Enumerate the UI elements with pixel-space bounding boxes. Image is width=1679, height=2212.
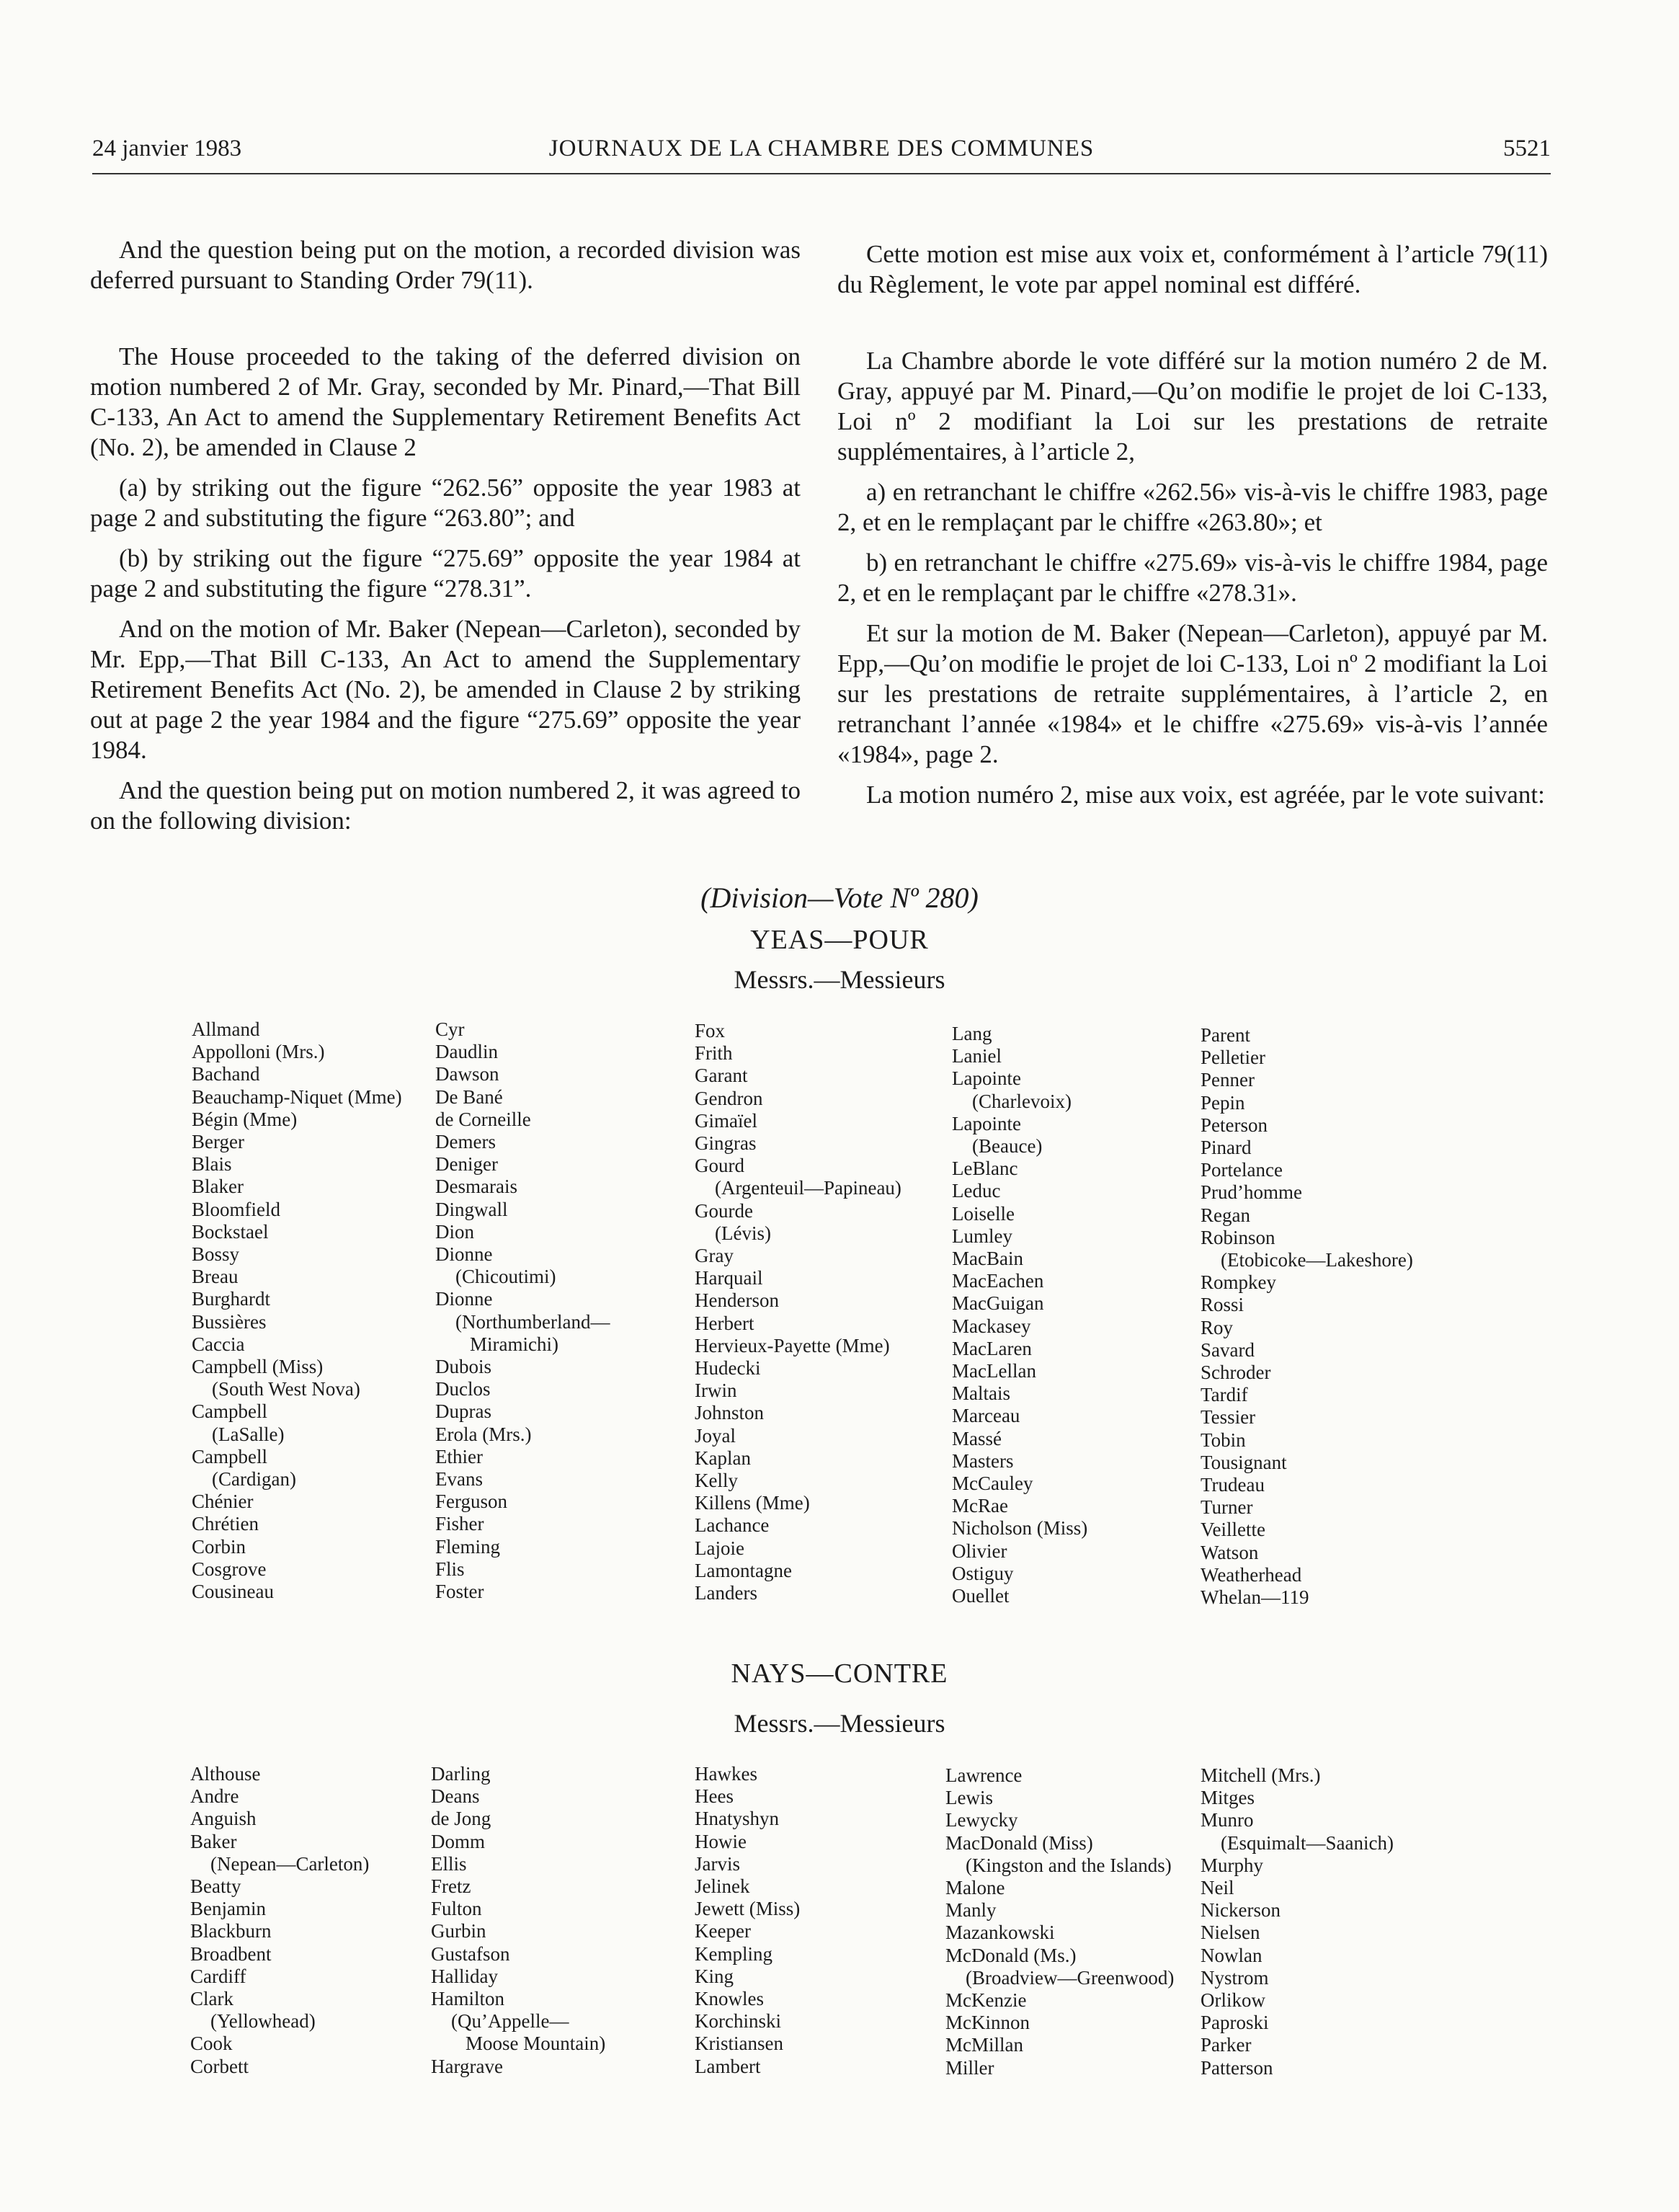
- english-paragraph: (a) by striking out the figure “262.56” opposite the year 1983 at page 2 and substituting the figure “263.80”; and: [90, 474, 801, 532]
- nay-member: Baker: [190, 1830, 237, 1852]
- yea-member: Cousineau: [192, 1581, 274, 1603]
- nay-member: Halliday: [431, 1965, 498, 1987]
- yea-member: Campbell: [192, 1400, 267, 1423]
- yea-member: MacLaren: [952, 1337, 1032, 1359]
- french-paragraph: Et sur la motion de M. Baker (Nepean—Carleton), appuyé par M. Epp,—Qu’on modifie le projet de loi C-133, Loi nº 2 modifiant la Loi sur les prestations de retraite supplémentaires, à l’article 2, en retranchant l’année «1984» et le chiffre «275.69» vis-à-vis l’année «1984», page 2.: [837, 619, 1548, 768]
- yea-member: Evans: [435, 1468, 483, 1491]
- nay-member: Lambert: [695, 2055, 761, 2077]
- yea-member: (Etobicoke—Lakeshore): [1221, 1249, 1413, 1271]
- nay-member: Kristiansen: [695, 2033, 783, 2055]
- yeas-list-column: [952, 1023, 1087, 1607]
- yea-member: Ethier: [435, 1445, 483, 1467]
- yea-member: De Bané: [435, 1085, 503, 1108]
- yea-member: Nicholson (Miss): [952, 1517, 1088, 1540]
- yea-member: Dubois: [435, 1356, 492, 1378]
- french-column: [837, 239, 1548, 820]
- yea-member: Schroder: [1201, 1362, 1271, 1384]
- yea-member: Trudeau: [1201, 1474, 1265, 1496]
- yea-member: Gray: [695, 1245, 734, 1267]
- nay-member: Hamilton: [431, 1988, 504, 2010]
- yeas-heading: YEAS—POUR: [750, 925, 929, 955]
- nay-member: Clark: [190, 1988, 233, 2010]
- yea-member: Frith: [695, 1042, 733, 1065]
- english-paragraph: And the question being put on motion numbered 2, it was agreed to on the following division:: [90, 776, 801, 835]
- yea-member: Watson: [1201, 1541, 1259, 1563]
- yea-member: Pepin: [1201, 1091, 1245, 1114]
- nays-list-column: [431, 1763, 605, 2078]
- nay-member: Beatty: [190, 1875, 241, 1898]
- yea-member: Dionne: [435, 1243, 493, 1266]
- french-paragraph: La Chambre aborde le vote différé sur la motion numéro 2 de M. Gray, appuyé par M. Pinard,—Qu’on modifie le projet de loi C-133, Loi nº 2 modifiant la Loi sur les prestations de retraite supplémentaires, à l’article 2,: [837, 347, 1548, 466]
- nay-member: MacDonald (Miss): [945, 1831, 1093, 1854]
- yea-member: Fleming: [435, 1535, 501, 1558]
- nay-member: Corbett: [190, 2055, 249, 2077]
- yea-member: Tessier: [1201, 1406, 1256, 1429]
- yea-member: Blais: [192, 1153, 232, 1176]
- yea-member: Tousignant: [1201, 1451, 1287, 1473]
- nay-member: McMillan: [945, 2034, 1023, 2056]
- yea-member: Bockstael: [192, 1220, 269, 1243]
- yea-member: Chrétien: [192, 1513, 259, 1535]
- yea-member: Corbin: [192, 1535, 246, 1558]
- yea-member: Campbell: [192, 1445, 267, 1467]
- yea-member: McCauley: [952, 1473, 1033, 1495]
- nay-member: Ellis: [431, 1852, 467, 1875]
- yea-member: Dupras: [435, 1400, 491, 1423]
- nay-member: Fretz: [431, 1875, 471, 1898]
- yea-member: Gingras: [695, 1132, 757, 1155]
- nay-member: Gustafson: [431, 1942, 510, 1965]
- yea-member: (Northumberland—: [455, 1310, 610, 1333]
- nay-member: Hargrave: [431, 2055, 503, 2077]
- yea-member: Portelance: [1201, 1159, 1283, 1181]
- yea-member: Parent: [1201, 1024, 1250, 1046]
- yea-member: Beauchamp-Niquet (Mme): [192, 1085, 402, 1108]
- french-paragraph: b) en retranchant le chiffre «275.69» vis-à-vis le chiffre 1984, page 2, et en le remplaçant par le chiffre «278.31».: [837, 548, 1548, 607]
- yea-member: Irwin: [695, 1380, 737, 1402]
- yea-member: Massé: [952, 1427, 1002, 1449]
- yea-member: Kelly: [695, 1470, 738, 1492]
- nay-member: Murphy: [1201, 1854, 1263, 1876]
- english-paragraph: The House proceeded to the taking of the deferred division on motion numbered 2 of Mr. Gray, seconded by Mr. Pinard,—That Bill C-133, An Act to amend the Supplementary Retirement Benefits Act (No. 2), be amended in Clause 2: [90, 342, 801, 461]
- yea-member: (Lévis): [715, 1222, 771, 1244]
- nays-list-column: [190, 1763, 369, 2078]
- nay-member: Keeper: [695, 1920, 751, 1942]
- yea-member: Savard: [1201, 1338, 1255, 1361]
- yea-member: Ostiguy: [952, 1562, 1014, 1584]
- nay-member: Hnatyshyn: [695, 1808, 779, 1830]
- yea-member: Loiselle: [952, 1202, 1015, 1225]
- nay-member: McDonald (Ms.): [945, 1944, 1077, 1966]
- yea-member: (Charlevoix): [972, 1090, 1072, 1112]
- yea-member: Erola (Mrs.): [435, 1423, 532, 1445]
- french-paragraph: La motion numéro 2, mise aux voix, est agréée, par le vote suivant:: [866, 781, 1545, 809]
- nay-member: (Nepean—Carleton): [210, 1852, 370, 1875]
- yea-member: (LaSalle): [212, 1423, 285, 1445]
- yea-member: Dionne: [435, 1288, 493, 1310]
- yea-member: Weatherhead: [1201, 1563, 1302, 1586]
- yea-member: Joyal: [695, 1424, 736, 1447]
- page-number: 5521: [1503, 136, 1551, 161]
- yea-member: Dawson: [435, 1063, 499, 1085]
- nay-member: Knowles: [695, 1988, 764, 2010]
- yea-member: (South West Nova): [212, 1378, 360, 1400]
- yea-member: Lumley: [952, 1225, 1012, 1247]
- yea-member: Dion: [435, 1220, 474, 1243]
- yea-member: Regan: [1201, 1204, 1250, 1226]
- nays-list-column: [1201, 1764, 1394, 2079]
- yea-member: Marceau: [952, 1405, 1020, 1427]
- nay-member: Andre: [190, 1785, 239, 1808]
- nay-member: Nickerson: [1201, 1899, 1281, 1922]
- yea-member: Lang: [952, 1023, 992, 1044]
- nay-member: (Esquimalt—Saanich): [1221, 1831, 1394, 1854]
- header-date: 24 janvier 1983: [92, 136, 242, 161]
- yea-member: Laniel: [952, 1045, 1002, 1067]
- yea-member: Daudlin: [435, 1041, 498, 1063]
- yea-member: Cosgrove: [192, 1558, 267, 1580]
- yea-member: Rossi: [1201, 1294, 1244, 1316]
- nay-member: Howie: [695, 1830, 747, 1852]
- yea-member: Demers: [435, 1131, 496, 1153]
- nay-member: Blackburn: [190, 1920, 272, 1942]
- yea-member: Deniger: [435, 1153, 498, 1176]
- nay-member: Hees: [695, 1785, 734, 1808]
- yea-member: Olivier: [952, 1540, 1007, 1562]
- nay-member: McKenzie: [945, 1989, 1027, 2012]
- nay-member: Mazankowski: [945, 1922, 1055, 1944]
- english-paragraph: And the question being put on the motion, a recorded division was deferred pursuant to Standing Order 79(11).: [90, 236, 801, 294]
- yea-member: Peterson: [1201, 1114, 1268, 1136]
- yea-member: Gourd: [695, 1155, 744, 1177]
- english-paragraph: And on the motion of Mr. Baker (Nepean—Carleton), seconded by Mr. Epp,—That Bill C-133, An Act to amend the Supplementary Retirement Benefits Act (No. 2), be amended in Clause 2 by striking out at page 2 the year 1984 and the figure “275.69” opposite the year 1984.: [90, 615, 801, 764]
- yea-member: Desmarais: [435, 1176, 517, 1198]
- yea-member: Bachand: [192, 1063, 260, 1085]
- nay-member: Nowlan: [1201, 1944, 1262, 1966]
- nay-member: (Qu’Appelle—: [451, 2010, 569, 2033]
- nay-member: (Broadview—Greenwood): [966, 1966, 1175, 1989]
- french-paragraph: Cette motion est mise aux voix et, conformément à l’article 79(11) du Règlement, le vote par appel nominal est différé.: [837, 240, 1548, 298]
- nay-member: Cardiff: [190, 1965, 246, 1987]
- yea-member: Mackasey: [952, 1315, 1031, 1337]
- nay-member: McKinnon: [945, 2012, 1030, 2034]
- yea-member: Herbert: [695, 1312, 754, 1334]
- yea-member: Maltais: [952, 1382, 1010, 1405]
- yea-member: (Beauce): [972, 1135, 1043, 1158]
- nay-member: Darling: [431, 1763, 491, 1785]
- yea-member: Veillette: [1201, 1519, 1265, 1541]
- yea-member: Gimaïel: [695, 1109, 757, 1132]
- nay-member: Neil: [1201, 1877, 1234, 1899]
- yea-member: Lapointe: [952, 1067, 1021, 1090]
- yea-member: Hervieux-Payette (Mme): [695, 1334, 890, 1356]
- yea-member: Berger: [192, 1131, 244, 1153]
- nay-member: Hawkes: [695, 1763, 757, 1785]
- yeas-list-column: [192, 1018, 402, 1603]
- yea-member: Killens (Mme): [695, 1492, 810, 1514]
- yea-member: Miramichi): [470, 1333, 558, 1355]
- nay-member: Nystrom: [1201, 1966, 1269, 1989]
- yea-member: Bossy: [192, 1243, 240, 1266]
- yea-member: Allmand: [192, 1018, 260, 1040]
- yeas-list-column: [1201, 1024, 1413, 1609]
- nay-member: Lewis: [945, 1787, 993, 1809]
- nays-heading: NAYS—CONTRE: [731, 1658, 948, 1689]
- yea-member: MacEachen: [952, 1270, 1044, 1292]
- nay-member: Mitchell (Mrs.): [1201, 1764, 1321, 1786]
- yea-member: Dingwall: [435, 1198, 508, 1220]
- messrs-heading: Messrs.—Messieurs: [734, 965, 945, 994]
- yea-member: Hudecki: [695, 1357, 761, 1380]
- nay-member: Orlikow: [1201, 1989, 1265, 2012]
- division-title: (Division—Vote Nº 280): [700, 881, 979, 914]
- nay-member: Paproski: [1201, 2012, 1269, 2034]
- yea-member: Burghardt: [192, 1288, 270, 1310]
- nay-member: Cook: [190, 2033, 233, 2055]
- yea-member: Bégin (Mme): [192, 1108, 298, 1130]
- nay-member: King: [695, 1965, 734, 1987]
- nay-member: Munro: [1201, 1809, 1254, 1831]
- nay-member: Gurbin: [431, 1920, 486, 1942]
- yea-member: Chénier: [192, 1491, 254, 1513]
- yea-member: MacLellan: [952, 1360, 1036, 1382]
- yea-member: MacGuigan: [952, 1292, 1044, 1315]
- yea-member: MacBain: [952, 1248, 1023, 1270]
- yea-member: Turner: [1201, 1496, 1253, 1519]
- yea-member: Leduc: [952, 1180, 1001, 1202]
- yea-member: Masters: [952, 1449, 1014, 1472]
- nay-member: (Kingston and the Islands): [966, 1854, 1172, 1876]
- nay-member: Manly: [945, 1899, 997, 1922]
- nay-member: Benjamin: [190, 1898, 266, 1920]
- yea-member: Roy: [1201, 1316, 1234, 1338]
- yea-member: Prud’homme: [1201, 1181, 1302, 1204]
- yea-member: Pinard: [1201, 1137, 1252, 1159]
- yea-member: Breau: [192, 1266, 239, 1288]
- yea-member: Landers: [695, 1582, 757, 1604]
- yea-member: de Corneille: [435, 1108, 531, 1130]
- yea-member: Tardif: [1201, 1384, 1248, 1406]
- yea-member: Pelletier: [1201, 1047, 1265, 1069]
- yea-member: McRae: [952, 1495, 1008, 1517]
- yea-member: Ouellet: [952, 1585, 1010, 1607]
- nay-member: Korchinski: [695, 2010, 781, 2033]
- yea-member: Fox: [695, 1020, 726, 1041]
- nay-member: Fulton: [431, 1898, 482, 1920]
- yea-member: (Cardigan): [212, 1468, 296, 1491]
- yea-member: Lapointe: [952, 1112, 1021, 1134]
- yea-member: Garant: [695, 1065, 748, 1087]
- nay-member: Nielsen: [1201, 1922, 1260, 1944]
- yea-member: Ferguson: [435, 1491, 508, 1513]
- messrs-heading: Messrs.—Messieurs: [734, 1709, 945, 1738]
- nay-member: Patterson: [1201, 2056, 1273, 2079]
- nay-member: Mitges: [1201, 1787, 1255, 1809]
- yea-member: Penner: [1201, 1069, 1255, 1091]
- french-paragraph: a) en retranchant le chiffre «262.56» vis-à-vis le chiffre 1983, page 2, et en le remplaçant par le chiffre «263.80»; et: [837, 478, 1548, 536]
- yea-member: Foster: [435, 1581, 484, 1603]
- nay-member: Miller: [945, 2056, 994, 2079]
- yea-member: Bloomfield: [192, 1198, 280, 1220]
- yea-member: Rompkey: [1201, 1271, 1276, 1294]
- nay-member: Jarvis: [695, 1852, 740, 1875]
- nay-member: Moose Mountain): [466, 2033, 606, 2055]
- journal-title: JOURNAUX DE LA CHAMBRE DES COMMUNES: [548, 136, 1095, 161]
- nay-member: Parker: [1201, 2034, 1252, 2056]
- yea-member: Appolloni (Mrs.): [192, 1041, 325, 1063]
- nay-member: Lewycky: [945, 1809, 1018, 1831]
- nays-list-column: [945, 1764, 1174, 2079]
- nay-member: Jelinek: [695, 1875, 750, 1898]
- nay-member: Broadbent: [190, 1942, 272, 1965]
- nay-member: Domm: [431, 1830, 486, 1852]
- yea-member: Henderson: [695, 1289, 779, 1312]
- nay-member: (Yellowhead): [210, 2010, 316, 2033]
- yea-member: Gourde: [695, 1199, 753, 1222]
- nays-list-column: [695, 1763, 800, 2078]
- yeas-list-column: [695, 1020, 901, 1604]
- yea-member: (Chicoutimi): [455, 1266, 556, 1288]
- yea-member: Lachance: [695, 1514, 770, 1537]
- yea-member: (Argenteuil—Papineau): [715, 1177, 901, 1199]
- yea-member: Cyr: [435, 1018, 465, 1040]
- nay-member: Jewett (Miss): [695, 1898, 801, 1920]
- yea-member: Tobin: [1201, 1429, 1246, 1451]
- yea-member: Kaplan: [695, 1447, 751, 1469]
- page-header: [92, 130, 1551, 174]
- yea-member: Campbell (Miss): [192, 1356, 324, 1378]
- nay-member: Anguish: [190, 1808, 257, 1830]
- yea-member: Caccia: [192, 1333, 245, 1355]
- yea-member: Duclos: [435, 1378, 491, 1400]
- yea-member: Lajoie: [695, 1537, 744, 1559]
- yea-member: Bussières: [192, 1310, 267, 1333]
- yea-member: Flis: [435, 1558, 465, 1580]
- nay-member: de Jong: [431, 1808, 491, 1830]
- yea-member: Lamontagne: [695, 1559, 792, 1581]
- yea-member: Whelan—119: [1201, 1586, 1309, 1609]
- yea-member: Johnston: [695, 1402, 765, 1424]
- nay-member: Althouse: [190, 1763, 261, 1785]
- nay-member: Lawrence: [945, 1764, 1023, 1786]
- nay-member: Kempling: [695, 1942, 772, 1965]
- nay-member: Malone: [945, 1877, 1005, 1899]
- english-column: [90, 235, 801, 846]
- english-paragraph: (b) by striking out the figure “275.69” opposite the year 1984 at page 2 and substituting the figure “278.31”.: [90, 544, 801, 603]
- yea-member: Harquail: [695, 1267, 763, 1289]
- yea-member: Blaker: [192, 1176, 244, 1198]
- yea-member: Robinson: [1201, 1226, 1275, 1248]
- yea-member: Fisher: [435, 1513, 484, 1535]
- yea-member: LeBlanc: [952, 1158, 1018, 1180]
- yeas-list-column: [435, 1018, 610, 1603]
- yea-member: Gendron: [695, 1087, 763, 1109]
- nay-member: Deans: [431, 1785, 480, 1808]
